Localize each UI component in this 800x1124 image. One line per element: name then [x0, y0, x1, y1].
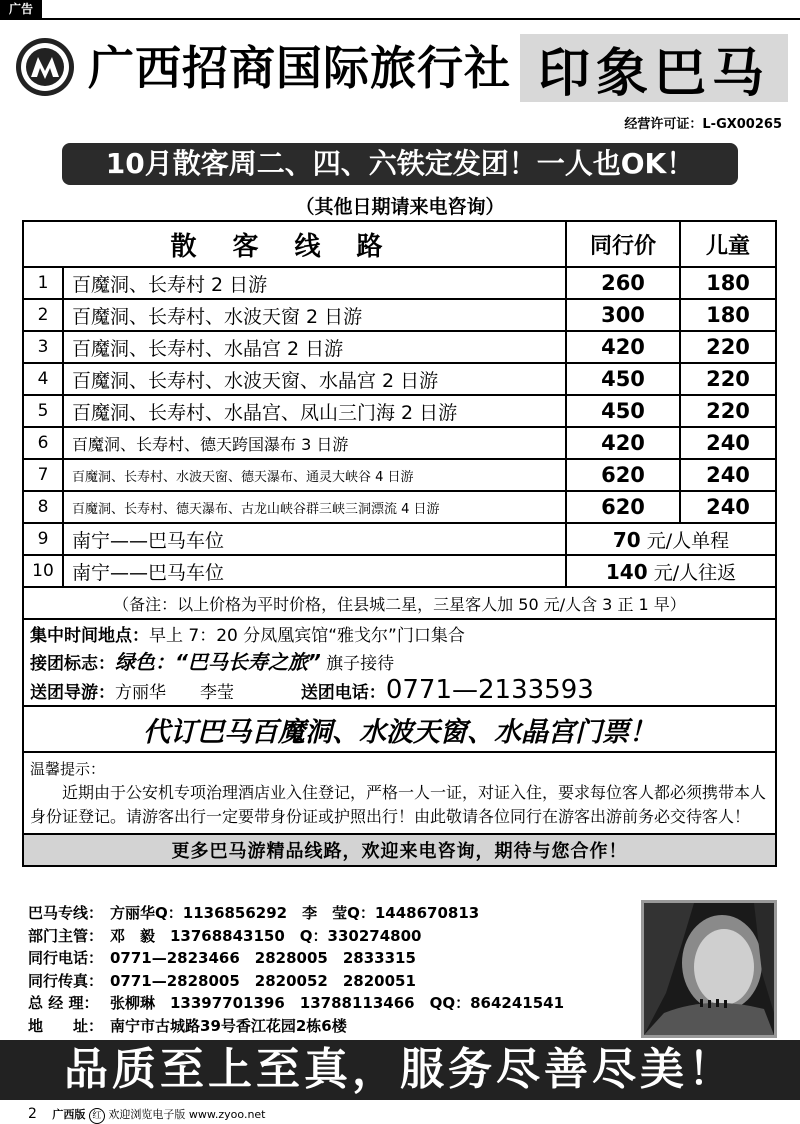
contact-key: 巴马专线： [28, 904, 104, 922]
tips-title: 温馨提示： [30, 760, 106, 778]
cave-image-icon [644, 903, 774, 1035]
table-row [23, 331, 776, 363]
contact-line [28, 970, 564, 993]
gather-row [23, 619, 776, 646]
child-price: 240 [680, 491, 776, 523]
gather-label: 集中时间地点： [30, 625, 149, 646]
page-number: 2 [28, 1106, 37, 1122]
site-logo-icon: 红 [89, 1108, 105, 1124]
guide-info [23, 675, 776, 706]
row-number: 4 [23, 363, 63, 395]
sign-text: 旗子接待 [326, 654, 395, 674]
route-price: 420 [566, 427, 680, 459]
edition-label: 广西版 [52, 1108, 86, 1121]
child-header: 儿童 [680, 221, 776, 267]
route-name: 南宁——巴马车位 [63, 555, 566, 587]
slogan-banner: 品质至上至真，服务尽善尽美！ [0, 1040, 800, 1100]
contact-line [28, 992, 564, 1015]
remark-row [23, 587, 776, 619]
seat-price-cell [566, 523, 776, 555]
top-rule [0, 18, 800, 20]
ticket-promo: 代订巴马百魔洞、水波天窗、水晶宫门票！ [23, 706, 776, 752]
route-name: 百魔洞、长寿村、水波天窗、德天瀑布、通灵大峡谷 4 日游 [63, 459, 566, 491]
row-number: 2 [23, 299, 63, 331]
cave-photo [641, 900, 777, 1038]
site-link[interactable]: 欢迎浏览电子版 www.zyoo.net [108, 1108, 266, 1121]
table-row [23, 491, 776, 523]
contact-block [28, 902, 564, 1038]
contact-key: 部门主管： [28, 926, 104, 945]
route-price: 620 [566, 491, 680, 523]
contact-key: 地 址： [28, 1016, 104, 1035]
table-row [23, 299, 776, 331]
contact-line [28, 925, 564, 948]
route-name: 百魔洞、长寿村、水晶宫 2 日游 [63, 331, 566, 363]
seat-price-cell [566, 555, 776, 587]
row-number: 10 [23, 555, 63, 587]
contact-value: 0771—2823466 2828005 2833315 [110, 949, 416, 968]
row-number: 3 [23, 331, 63, 363]
route-price: 450 [566, 363, 680, 395]
route-price: 620 [566, 459, 680, 491]
route-price: 420 [566, 331, 680, 363]
route-name: 百魔洞、长寿村、水波天窗、水晶宫 2 日游 [63, 363, 566, 395]
contact-value: 南宁市古城路39号香江花园2栋6楼 [110, 1016, 347, 1035]
sign-green: 绿色：“巴马长寿之旅” [115, 650, 321, 674]
contact-line [28, 902, 564, 925]
row-number: 5 [23, 395, 63, 427]
guide-names: 方丽华 李莹 [115, 683, 234, 703]
route-name: 南宁——巴马车位 [63, 523, 566, 555]
child-price: 220 [680, 395, 776, 427]
table-row [23, 363, 776, 395]
seat-price: 140 [605, 559, 648, 584]
row-number: 8 [23, 491, 63, 523]
departure-banner: 10月散客周二、四、六铁定发团！一人也OK！ [62, 143, 738, 185]
contact-key: 同行电话： [28, 949, 104, 968]
child-price: 240 [680, 427, 776, 459]
route-price: 300 [566, 299, 680, 331]
promo-row [23, 706, 776, 752]
contact-line [28, 947, 564, 970]
table-row [23, 267, 776, 299]
contact-value: 方丽华Q：1136856292 李 莹Q：1448670813 [110, 904, 480, 922]
sign-info [23, 646, 776, 675]
brand-title: 印象巴马 [520, 34, 788, 102]
sign-row [23, 646, 776, 675]
table-row [23, 459, 776, 491]
contact-value: 0771—2828005 2820052 2820051 [110, 971, 416, 990]
logo-mark-icon [19, 41, 71, 93]
child-price: 180 [680, 299, 776, 331]
tips-text: 近期由于公安机专项治理酒店业入住登记，严格一人一证，对证入住，要求每位客人都必须携带本人身份证登记。请游客出行一定要带身份证或护照出行！由此敬请各位同行在游客出游前务必交待客人！ [30, 783, 767, 826]
route-name: 百魔洞、长寿村 2 日游 [63, 267, 566, 299]
row-number: 1 [23, 267, 63, 299]
child-price: 240 [680, 459, 776, 491]
gather-text: 早上 7：20 分凤凰宾馆“雅戈尔”门口集合 [149, 625, 465, 646]
page-footer [28, 1106, 266, 1124]
route-name: 百魔洞、长寿村、德天跨国瀑布 3 日游 [63, 427, 566, 459]
child-price: 180 [680, 267, 776, 299]
contact-key: 总 经 理： [28, 994, 99, 1013]
license-number: 经营许可证：L-GX00265 [624, 117, 782, 132]
other-dates-note: （其他日期请来电咨询） [295, 196, 505, 218]
tips-box [23, 752, 776, 834]
guide-label: 送团导游： [30, 683, 115, 703]
price-header: 同行价 [566, 221, 680, 267]
gather-info [23, 619, 776, 646]
table-row [23, 395, 776, 427]
contact-line [28, 1015, 564, 1038]
row-number: 6 [23, 427, 63, 459]
contact-value: 张柳琳 13397701396 13788113466 QQ：864241541 [110, 994, 565, 1013]
child-price: 220 [680, 331, 776, 363]
route-price: 260 [566, 267, 680, 299]
more-routes: 更多巴马游精品线路，欢迎来电咨询，期待与您合作！ [23, 834, 776, 866]
route-table [22, 220, 777, 867]
contact-value: 邓 毅 13768843150 Q：330274800 [110, 926, 422, 945]
sign-label: 接团标志： [30, 654, 115, 674]
row-number: 7 [23, 459, 63, 491]
tips-row [23, 752, 776, 834]
ad-tag: 广告 [0, 0, 42, 18]
route-name: 百魔洞、长寿村、水波天窗 2 日游 [63, 299, 566, 331]
seat-row [23, 523, 776, 555]
guide-row [23, 675, 776, 706]
child-price: 220 [680, 363, 776, 395]
row-number: 9 [23, 523, 63, 555]
table-row [23, 427, 776, 459]
company-name: 广西招商国际旅行社 [88, 41, 511, 95]
route-name: 百魔洞、长寿村、德天瀑布、古龙山峡谷群三峡三洞漂流 4 日游 [63, 491, 566, 523]
contact-key: 同行传真： [28, 971, 104, 990]
guide-phone: 0771—2133593 [385, 675, 594, 705]
seat-price-unit: 元/人单程 [646, 529, 730, 552]
table-header-row [23, 221, 776, 267]
company-logo [16, 38, 74, 96]
guide-phone-label: 送团电话： [300, 683, 386, 703]
price-remark: （备注：以上价格为平时价格，住县城二星，三星客人加 50 元/人含 3 正 1 早） [23, 587, 776, 619]
route-name: 百魔洞、长寿村、水晶宫、凤山三门海 2 日游 [63, 395, 566, 427]
seat-price: 70 [612, 527, 641, 552]
route-price: 450 [566, 395, 680, 427]
route-header: 散客线路 [23, 221, 566, 267]
seat-price-unit: 元/人往返 [653, 561, 737, 584]
more-row [23, 834, 776, 866]
seat-row [23, 555, 776, 587]
